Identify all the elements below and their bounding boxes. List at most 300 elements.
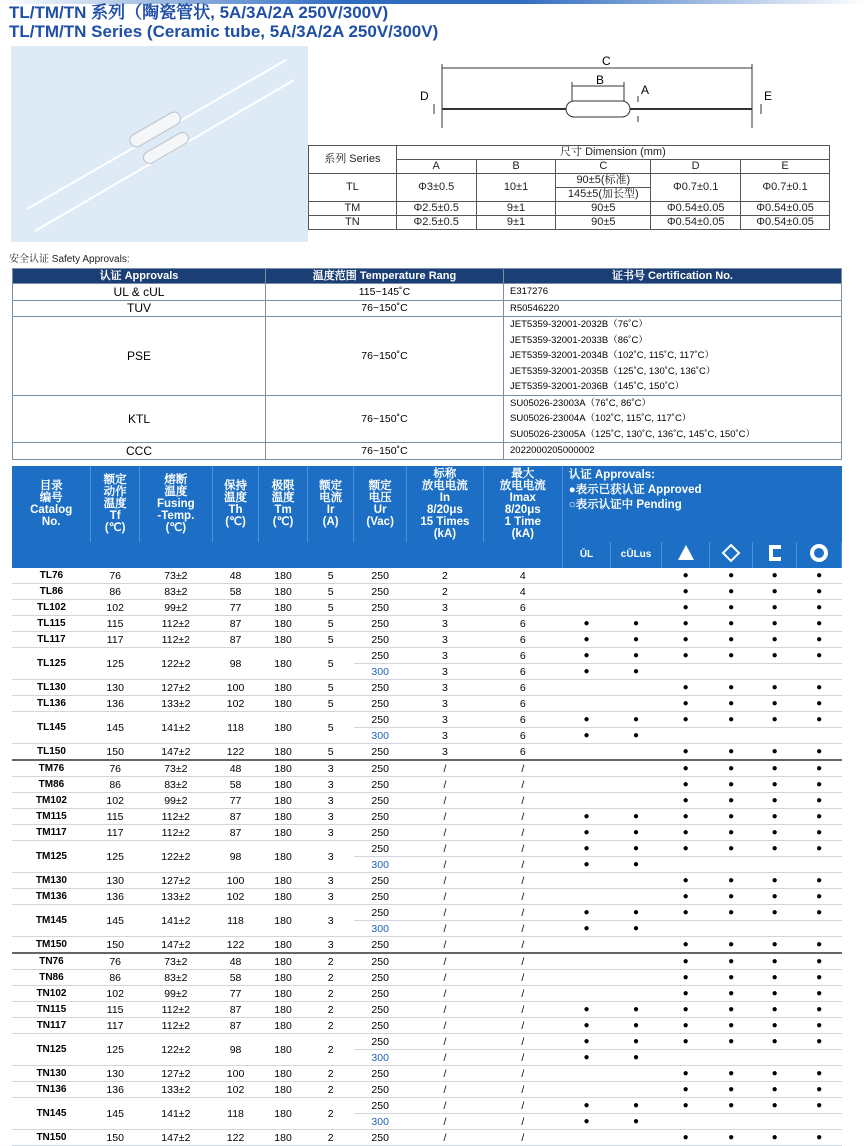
catalog-no: TL76	[12, 568, 91, 584]
imax-value: 6	[483, 600, 562, 616]
approved-dot	[797, 970, 842, 986]
in-value: /	[406, 857, 483, 873]
ir-value: 5	[307, 616, 354, 632]
ir-value: 3	[307, 937, 354, 954]
ur-value: 250	[354, 760, 407, 777]
ir-value: 3	[307, 905, 354, 937]
approved-dot	[797, 841, 842, 857]
tf-value: 117	[91, 1018, 140, 1034]
imax-value: /	[483, 857, 562, 873]
tf-value: 86	[91, 777, 140, 793]
imax-value: 6	[483, 712, 562, 728]
empty-cell	[611, 1130, 662, 1146]
hdr-approvals	[562, 466, 841, 542]
approved-dot	[797, 873, 842, 889]
fusing-temp: 127±2	[139, 680, 212, 696]
approved-dot	[752, 1002, 797, 1018]
approved-dot	[797, 889, 842, 905]
approved-dot	[797, 953, 842, 970]
imax-value: /	[483, 825, 562, 841]
table-row	[12, 1082, 842, 1098]
ir-value: 5	[307, 600, 354, 616]
approved-dot	[611, 1114, 662, 1130]
approved-dot	[562, 825, 611, 841]
ur-value: 250	[354, 889, 407, 905]
th-value: 58	[212, 970, 259, 986]
fusing-temp: 73±2	[139, 760, 212, 777]
approved-dot	[710, 760, 752, 777]
approved-dot	[661, 841, 710, 857]
empty-cell	[562, 777, 611, 793]
fusing-temp: 83±2	[139, 584, 212, 600]
approved-dot	[710, 680, 752, 696]
empty-cell	[562, 1130, 611, 1146]
appr-header-temp: 温度范围 Temperature Rang	[266, 269, 504, 284]
row-tn-b: 9±1	[476, 216, 556, 230]
tm-value: 180	[259, 970, 308, 986]
ir-value: 3	[307, 841, 354, 873]
imax-value: /	[483, 841, 562, 857]
approved-dot	[710, 584, 752, 600]
table-row	[12, 696, 842, 712]
approval-temp: 76~150˚C	[266, 300, 504, 317]
in-value: 3	[406, 632, 483, 648]
th-value: 48	[212, 953, 259, 970]
approved-dot	[710, 793, 752, 809]
in-value: 3	[406, 680, 483, 696]
empty-cell	[611, 760, 662, 777]
fusing-temp: 112±2	[139, 825, 212, 841]
approved-dot	[611, 1018, 662, 1034]
approved-dot	[710, 937, 752, 954]
approval-name: TUV	[13, 300, 266, 317]
approved-dot	[661, 712, 710, 728]
approved-dot	[562, 809, 611, 825]
row-tn-d: Φ0.54±0.05	[651, 216, 741, 230]
approved-dot	[797, 986, 842, 1002]
approved-dot	[797, 696, 842, 712]
th-value: 118	[212, 1098, 259, 1130]
tm-value: 180	[259, 760, 308, 777]
ir-value: 2	[307, 1034, 354, 1066]
tf-value: 102	[91, 986, 140, 1002]
approved-dot	[611, 648, 662, 664]
fusing-temp: 147±2	[139, 1130, 212, 1146]
row-tl-e: Φ0.7±0.1	[741, 174, 830, 202]
catalog-no: TL130	[12, 680, 91, 696]
hdr-tm: 极限 温度 Tm (℃)	[259, 466, 308, 542]
catalog-no: TL125	[12, 648, 91, 680]
empty-cell	[752, 857, 797, 873]
ir-value: 3	[307, 889, 354, 905]
catalog-no: TN125	[12, 1034, 91, 1066]
tm-value: 180	[259, 937, 308, 954]
hdr-imax: 最大 放电电流 Imax 8/20μs 1 Time (kA)	[483, 466, 562, 542]
approved-dot	[752, 777, 797, 793]
approved-dot	[752, 584, 797, 600]
approved-dot	[752, 905, 797, 921]
ur-value: 250	[354, 777, 407, 793]
approved-dot	[710, 648, 752, 664]
approved-dot	[752, 712, 797, 728]
in-value: /	[406, 1098, 483, 1114]
approved-dot	[562, 857, 611, 873]
catalog-no: TM76	[12, 760, 91, 777]
ur-value: 250	[354, 600, 407, 616]
empty-cell	[562, 584, 611, 600]
size-header: 尺寸 Dimension (mm)	[396, 146, 829, 160]
approved-dot	[661, 648, 710, 664]
approved-dot	[710, 809, 752, 825]
approved-dot	[797, 809, 842, 825]
in-value: 3	[406, 664, 483, 680]
cert-number: JET5359-32001-2033B（86˚C）	[510, 334, 648, 346]
empty-cell	[562, 600, 611, 616]
legend-pending: ○表示认证中 Pending	[568, 499, 682, 511]
ir-value: 2	[307, 1002, 354, 1018]
row-tm-c: 90±5	[556, 202, 651, 216]
tm-value: 180	[259, 712, 308, 744]
approved-dot	[797, 760, 842, 777]
th-value: 98	[212, 1034, 259, 1066]
empty-cell	[797, 664, 842, 680]
ir-value: 3	[307, 793, 354, 809]
tf-value: 117	[91, 825, 140, 841]
tm-value: 180	[259, 1034, 308, 1066]
tf-value: 76	[91, 568, 140, 584]
approved-dot	[661, 825, 710, 841]
row-tn-c: 90±5	[556, 216, 651, 230]
ir-value: 3	[307, 825, 354, 841]
tf-value: 136	[91, 696, 140, 712]
tf-value: 102	[91, 600, 140, 616]
imax-value: /	[483, 1050, 562, 1066]
approval-row	[13, 443, 842, 460]
approved-dot	[661, 760, 710, 777]
tf-value: 145	[91, 712, 140, 744]
catalog-no: TL117	[12, 632, 91, 648]
fusing-temp: 83±2	[139, 777, 212, 793]
label-c: C	[602, 54, 611, 68]
approved-dot	[661, 937, 710, 954]
approved-dot	[752, 568, 797, 584]
fusing-temp: 122±2	[139, 841, 212, 873]
hdr-fusing: 熔断 温度 Fusing -Temp. (℃)	[139, 466, 212, 542]
th-value: 102	[212, 889, 259, 905]
approved-dot	[752, 873, 797, 889]
approved-dot	[710, 841, 752, 857]
approved-dot	[752, 632, 797, 648]
approved-dot	[710, 953, 752, 970]
hdr-in: 标称 放电电流 In 8/20μs 15 Times (kA)	[406, 466, 483, 542]
row-tn-series: TN	[309, 216, 397, 230]
title-english: TL/TM/TN Series (Ceramic tube, 5A/3A/2A 250V/300V)	[9, 22, 439, 41]
tm-value: 180	[259, 744, 308, 761]
row-tm-d: Φ0.54±0.05	[651, 202, 741, 216]
fusing-temp: 141±2	[139, 1098, 212, 1130]
ur-value: 250	[354, 809, 407, 825]
label-e: E	[764, 89, 773, 103]
empty-cell	[752, 1050, 797, 1066]
catalog-no: TL145	[12, 712, 91, 744]
approved-dot	[661, 616, 710, 632]
empty-cell	[562, 744, 611, 761]
approvals-table	[12, 268, 842, 460]
approved-dot	[661, 986, 710, 1002]
product-photo	[11, 46, 308, 242]
imax-value: /	[483, 970, 562, 986]
fusing-temp: 122±2	[139, 1034, 212, 1066]
approved-dot	[661, 970, 710, 986]
approved-dot	[797, 777, 842, 793]
catalog-no: TN115	[12, 1002, 91, 1018]
approved-dot	[752, 986, 797, 1002]
empty-cell	[611, 1082, 662, 1098]
empty-cell	[562, 760, 611, 777]
approved-dot	[752, 1018, 797, 1034]
approved-dot	[752, 696, 797, 712]
approved-dot	[797, 1082, 842, 1098]
table-row	[12, 809, 842, 825]
th-value: 87	[212, 632, 259, 648]
table-row	[12, 1066, 842, 1082]
ir-value: 5	[307, 696, 354, 712]
ur-value: 250	[354, 1082, 407, 1098]
tm-value: 180	[259, 953, 308, 970]
ir-value: 5	[307, 584, 354, 600]
tm-value: 180	[259, 1082, 308, 1098]
imax-value: /	[483, 760, 562, 777]
ur-value: 250	[354, 841, 407, 857]
tm-value: 180	[259, 632, 308, 648]
in-value: /	[406, 760, 483, 777]
table-row	[12, 905, 842, 921]
approval-row	[13, 317, 842, 396]
approved-dot	[797, 600, 842, 616]
in-value: /	[406, 921, 483, 937]
ur-value: 250	[354, 970, 407, 986]
approval-temp: 115~145˚C	[266, 284, 504, 301]
table-row	[12, 616, 842, 632]
approved-dot	[562, 664, 611, 680]
col-e: E	[741, 160, 830, 174]
catalog-table	[12, 466, 842, 1146]
empty-cell	[661, 1114, 710, 1130]
approved-dot	[752, 744, 797, 761]
th-value: 102	[212, 1082, 259, 1098]
catalog-no: TL102	[12, 600, 91, 616]
catalog-no: TL150	[12, 744, 91, 761]
imax-value: 6	[483, 648, 562, 664]
approved-dot	[562, 616, 611, 632]
approval-certs	[504, 284, 842, 301]
tf-value: 136	[91, 889, 140, 905]
empty-cell	[797, 1050, 842, 1066]
row-tm-e: Φ0.54±0.05	[741, 202, 830, 216]
empty-cell	[752, 728, 797, 744]
th-value: 102	[212, 696, 259, 712]
row-tl-d: Φ0.7±0.1	[651, 174, 741, 202]
catalog-no: TM115	[12, 809, 91, 825]
th-value: 48	[212, 760, 259, 777]
pse-diamond-icon	[710, 542, 752, 568]
empty-cell	[611, 937, 662, 954]
ir-value: 2	[307, 1130, 354, 1146]
approved-dot	[611, 712, 662, 728]
ir-value: 3	[307, 873, 354, 889]
cul-icon: cŪLus	[611, 542, 662, 568]
approved-dot	[611, 857, 662, 873]
approval-name: KTL	[13, 395, 266, 443]
th-value: 100	[212, 680, 259, 696]
approval-certs	[504, 317, 842, 396]
empty-cell	[562, 680, 611, 696]
catalog-no: TN86	[12, 970, 91, 986]
tf-value: 86	[91, 970, 140, 986]
empty-cell	[611, 793, 662, 809]
imax-value: /	[483, 1034, 562, 1050]
approved-dot	[661, 696, 710, 712]
approved-dot	[611, 1050, 662, 1066]
dimension-table	[308, 145, 830, 230]
approved-dot	[562, 1018, 611, 1034]
table-row	[12, 1130, 842, 1146]
catalog-no: TN102	[12, 986, 91, 1002]
imax-value: /	[483, 873, 562, 889]
empty-cell	[562, 937, 611, 954]
tf-value: 86	[91, 584, 140, 600]
th-value: 87	[212, 616, 259, 632]
fusing-temp: 99±2	[139, 793, 212, 809]
fusing-temp: 122±2	[139, 648, 212, 680]
hdr-th: 保持 温度 Th (℃)	[212, 466, 259, 542]
approved-dot	[710, 873, 752, 889]
approved-dot	[661, 953, 710, 970]
tf-value: 76	[91, 760, 140, 777]
tf-value: 102	[91, 793, 140, 809]
hdr-tf: 额定 动作 温度 Tf (℃)	[91, 466, 140, 542]
approved-dot	[710, 825, 752, 841]
ur-value: 250	[354, 616, 407, 632]
in-value: 3	[406, 744, 483, 761]
approved-dot	[710, 696, 752, 712]
imax-value: /	[483, 1098, 562, 1114]
row-tl-c1: 90±5(标准)	[556, 174, 651, 188]
empty-cell	[562, 873, 611, 889]
approved-dot	[611, 825, 662, 841]
empty-cell	[611, 953, 662, 970]
approved-dot	[752, 841, 797, 857]
imax-value: /	[483, 953, 562, 970]
catalog-no: TN130	[12, 1066, 91, 1082]
row-tl-c2: 145±5(加长型)	[556, 188, 651, 202]
empty-cell	[797, 728, 842, 744]
approval-name: UL & cUL	[13, 284, 266, 301]
th-value: 100	[212, 873, 259, 889]
in-value: /	[406, 841, 483, 857]
approved-dot	[661, 680, 710, 696]
approved-dot	[797, 1098, 842, 1114]
empty-cell	[562, 970, 611, 986]
imax-value: /	[483, 809, 562, 825]
imax-value: /	[483, 986, 562, 1002]
empty-cell	[611, 777, 662, 793]
table-row	[12, 568, 842, 584]
fusing-temp: 99±2	[139, 986, 212, 1002]
catalog-no: TN145	[12, 1098, 91, 1130]
ir-value: 2	[307, 1066, 354, 1082]
col-c: C	[556, 160, 651, 174]
th-value: 87	[212, 1002, 259, 1018]
ur-value: 300	[354, 664, 407, 680]
table-row	[12, 632, 842, 648]
cert-number: SU05026-23005A（125˚C, 130˚C, 136˚C, 145˚C, 150˚C）	[510, 428, 756, 440]
imax-value: /	[483, 1114, 562, 1130]
approved-dot	[710, 889, 752, 905]
empty-cell	[611, 1066, 662, 1082]
imax-value: /	[483, 889, 562, 905]
approved-dot	[661, 809, 710, 825]
ul-icon: ŪL	[562, 542, 611, 568]
row-tm-a: Φ2.5±0.5	[396, 202, 476, 216]
series-header: 系列 Series	[309, 146, 397, 174]
approved-dot	[797, 905, 842, 921]
catalog-no: TN150	[12, 1130, 91, 1146]
empty-cell	[611, 600, 662, 616]
fusing-temp: 147±2	[139, 744, 212, 761]
approved-dot	[797, 825, 842, 841]
approved-dot	[797, 744, 842, 761]
ur-value: 250	[354, 1018, 407, 1034]
ir-value: 5	[307, 632, 354, 648]
approval-certs	[504, 443, 842, 460]
empty-cell	[797, 921, 842, 937]
catalog-no: TM86	[12, 777, 91, 793]
ir-value: 2	[307, 970, 354, 986]
imax-value: 6	[483, 728, 562, 744]
cert-number: JET5359-32001-2035B（125˚C, 130˚C, 136˚C）	[510, 365, 716, 377]
fusing-temp: 73±2	[139, 953, 212, 970]
approved-dot	[710, 1034, 752, 1050]
row-tl-a: Φ3±0.5	[396, 174, 476, 202]
approved-dot	[611, 728, 662, 744]
empty-cell	[710, 1114, 752, 1130]
in-value: 3	[406, 616, 483, 632]
approved-dot	[797, 1130, 842, 1146]
approved-dot	[611, 1034, 662, 1050]
approved-dot	[661, 777, 710, 793]
ir-value: 5	[307, 680, 354, 696]
th-value: 118	[212, 905, 259, 937]
ur-value: 250	[354, 712, 407, 728]
empty-cell	[752, 1114, 797, 1130]
ir-value: 3	[307, 809, 354, 825]
in-value: /	[406, 1034, 483, 1050]
approved-dot	[797, 616, 842, 632]
approval-certs	[504, 300, 842, 317]
table-row	[12, 712, 842, 728]
tm-value: 180	[259, 1098, 308, 1130]
catalog-no: TM136	[12, 889, 91, 905]
in-value: /	[406, 777, 483, 793]
catalog-no: TM150	[12, 937, 91, 954]
tf-value: 117	[91, 632, 140, 648]
row-tm-b: 9±1	[476, 202, 556, 216]
approved-dot	[611, 921, 662, 937]
imax-value: /	[483, 1066, 562, 1082]
approved-dot	[661, 584, 710, 600]
approved-dot	[661, 1066, 710, 1082]
